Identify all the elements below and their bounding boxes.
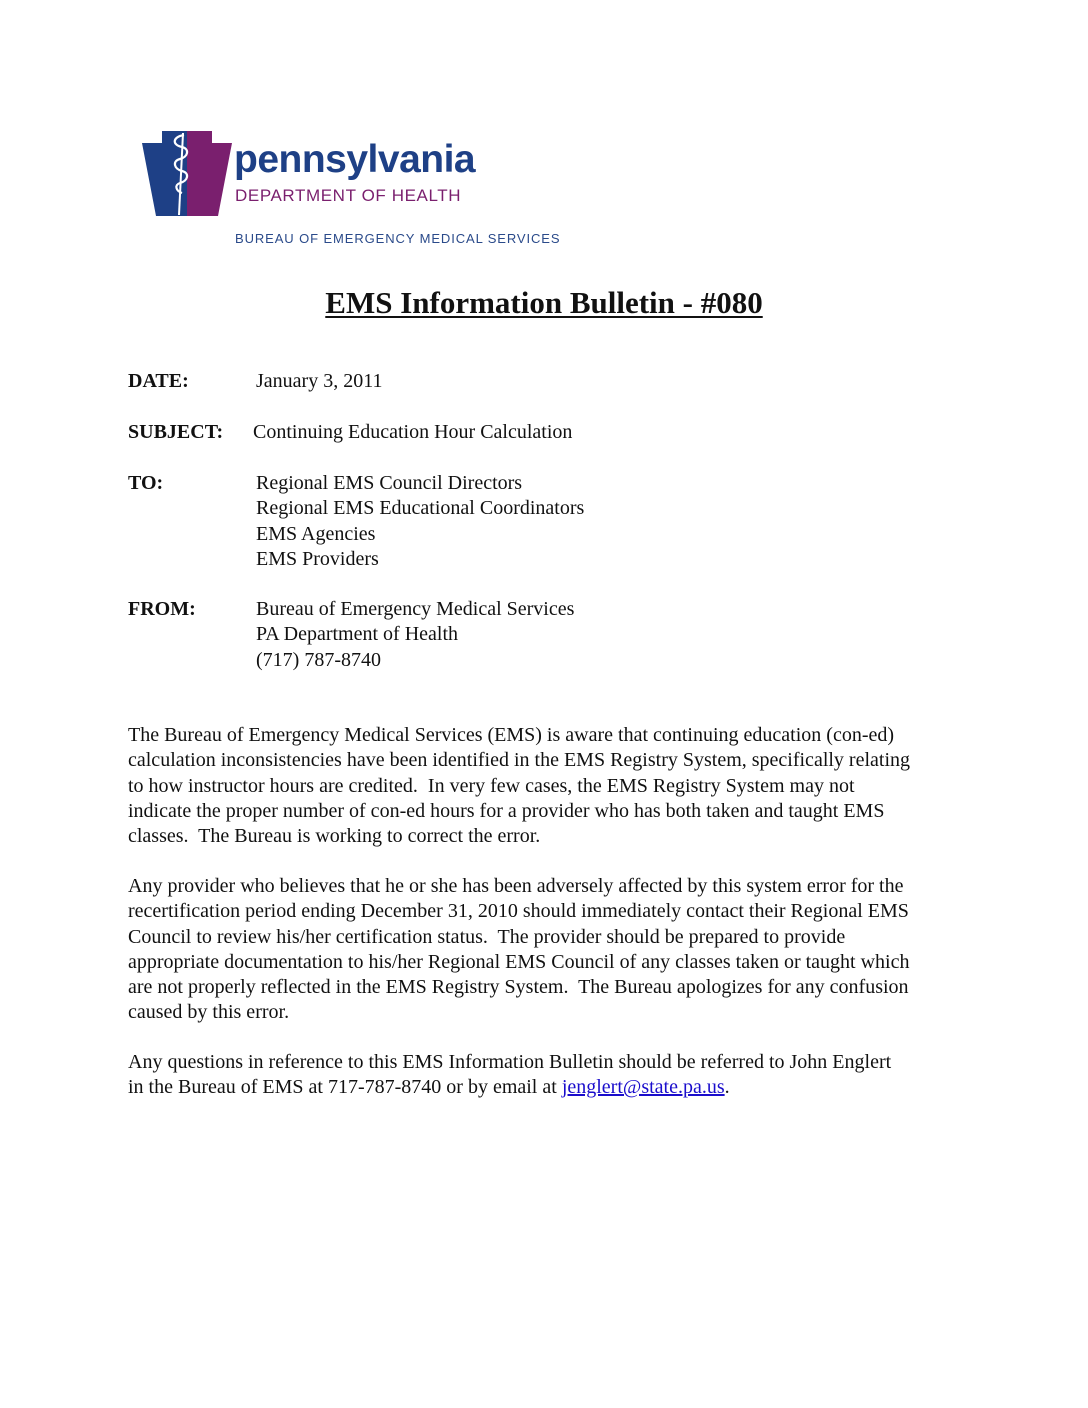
page-title-text: EMS Information Bulletin - #080 [325,285,763,320]
contact-text: in the Bureau of EMS at 717-787-8740 or by email at [128,1076,562,1099]
paragraph-line: Any provider who believes that he or she has been adversely affected by this system error for the [128,875,904,897]
email-link[interactable]: jenglert@state.pa.us [561,1076,725,1099]
paragraph-line: indicate the proper number of con-ed hours for a provider who has both taken and taught EMS [128,799,885,822]
from-line: Bureau of Emergency Medical Services [256,598,575,620]
paragraph-line [128,1075,968,1100]
to-recipient: Regional EMS Council Directors [256,472,523,494]
paragraph-line: caused by this error. [128,1001,290,1024]
from-sender [256,597,574,673]
from-line: (717) 787-8740 [256,648,381,671]
paragraph-line: appropriate documentation to his/her Regional EMS Council of any classes taken or taught which [128,950,910,973]
from-line: PA Department of Health [256,623,459,646]
page-title [0,286,1088,320]
paragraph-line: classes. The Bureau is working to correct the error. [128,825,541,848]
paragraph-1 [128,723,968,849]
logo-wordmark: pennsylvania [234,138,476,181]
paragraph-3 [128,1050,968,1101]
paragraph-line: Any questions in reference to this EMS Information Bulletin should be referred to John Englert [128,1051,892,1073]
keystone-logo-icon [142,131,232,216]
to-recipient: EMS Providers [256,547,379,570]
logo-department: DEPARTMENT OF HEALTH [235,186,462,205]
subject-label: SUBJECT: [128,421,224,443]
logo-bureau: BUREAU OF EMERGENCY MEDICAL SERVICES [235,231,561,246]
from-label: FROM: [128,598,196,620]
paragraph-2 [128,874,968,1026]
paragraph-line: calculation inconsistencies have been identified in the EMS Registry System, specifically relating [128,749,911,772]
paragraph-line: Council to review his/her certification status. The provider should be prepared to provide [128,925,846,948]
period: . [724,1076,730,1099]
to-recipient: EMS Agencies [256,522,376,545]
to-recipients [256,471,584,572]
to-label: TO: [128,472,164,494]
paragraph-line: The Bureau of Emergency Medical Services (EMS) is aware that continuing education (con-ed) [128,724,895,746]
paragraph-line: to how instructor hours are credited. In very few cases, the EMS Registry System may not [128,774,855,797]
paragraph-line: are not properly reflected in the EMS Registry System. The Bureau apologizes for any confusion [128,976,909,999]
date-label: DATE: [128,370,189,392]
paragraph-line: recertification period ending December 31, 2010 should immediately contact their Regional EMS [128,900,909,923]
to-recipient: Regional EMS Educational Coordinators [256,497,585,520]
date-value: January 3, 2011 [256,370,383,392]
subject-value: Continuing Education Hour Calculation [253,421,573,443]
